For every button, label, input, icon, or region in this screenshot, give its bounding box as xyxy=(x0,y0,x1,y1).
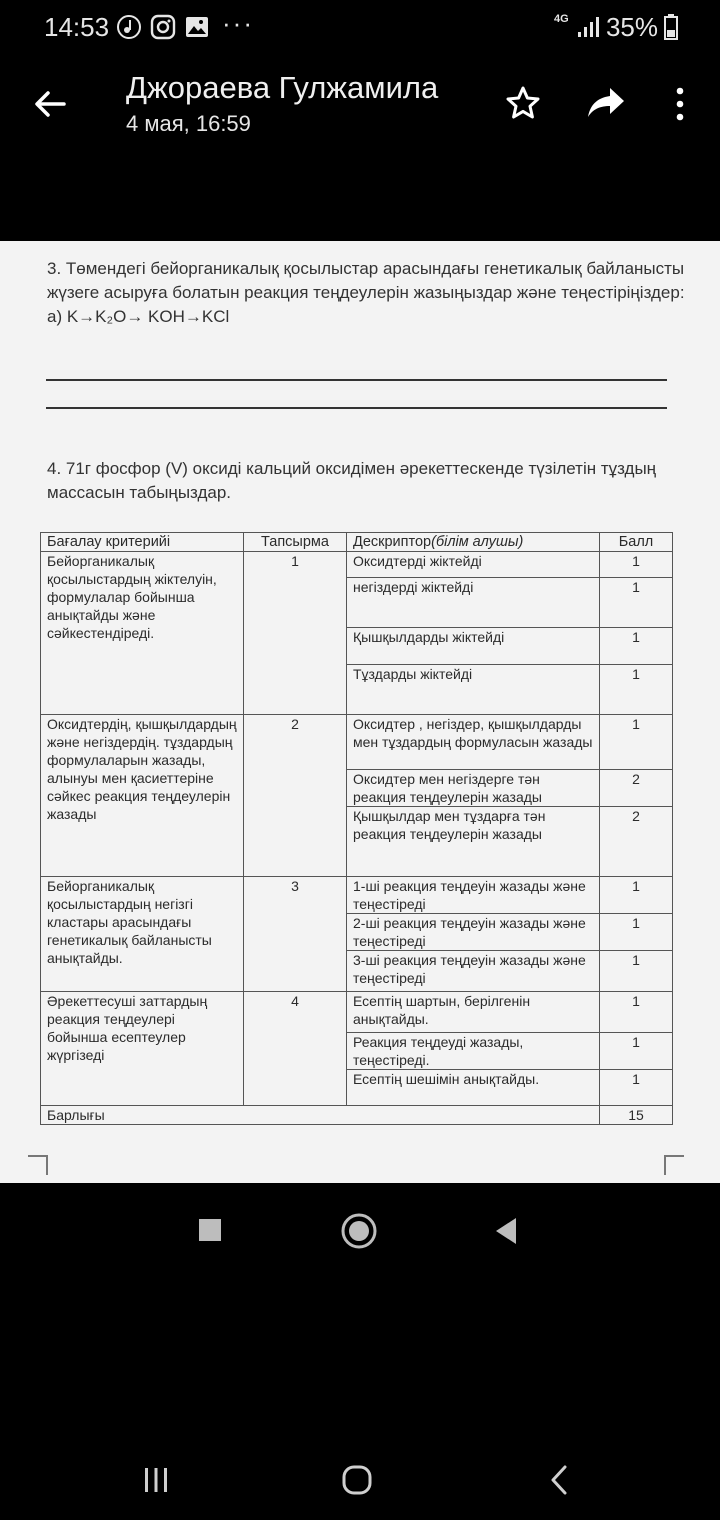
signal-icon xyxy=(576,16,602,38)
descriptor-cell: Есептің шартын, берілгенін анықтайды. xyxy=(347,992,600,1033)
status-time: 14:53 xyxy=(44,12,110,42)
viewer-controls xyxy=(0,1190,720,1280)
home-icon[interactable] xyxy=(341,1465,373,1495)
task-cell: 2 xyxy=(244,715,347,877)
criteria-cell: Әрекеттесуші заттардың реакция теңдеулері бойынша есептеулер жүргізеді xyxy=(41,992,244,1106)
header-criteria: Бағалау критерийі xyxy=(41,533,244,552)
network-type: 4G xyxy=(554,13,569,25)
system-nav-bar xyxy=(0,1440,720,1520)
score-cell: 1 xyxy=(600,877,673,914)
score-cell: 2 xyxy=(600,807,673,877)
descriptor-cell: Оксидтерді жіктейді xyxy=(347,552,600,578)
task-cell: 4 xyxy=(244,992,347,1106)
score-cell: 1 xyxy=(600,914,673,951)
header-task: Тапсырма xyxy=(244,533,347,552)
stop-square-icon[interactable] xyxy=(198,1218,222,1242)
more-vert-icon[interactable] xyxy=(670,86,690,122)
music-icon xyxy=(116,14,142,40)
score-cell: 1 xyxy=(600,665,673,715)
score-cell: 1 xyxy=(600,715,673,770)
score-cell: 1 xyxy=(600,1070,673,1106)
app-bar xyxy=(0,56,720,241)
message-date: 4 мая, 16:59 xyxy=(126,111,251,136)
arrow-left-icon[interactable] xyxy=(30,84,70,124)
status-bar xyxy=(0,0,720,56)
question-3-text: 3. Төмендегі бейорганикалық қосылыстар арасындағы генетикалық байланысты жүзеге асыруға болатын реакция теңдеулерін жазыңыздар және теңестіріңіздер: xyxy=(47,259,685,302)
home-circle-icon[interactable] xyxy=(340,1212,378,1250)
back-triangle-icon[interactable] xyxy=(494,1216,518,1246)
total-label: Барлығы xyxy=(41,1106,600,1125)
descriptor-cell: Тұздарды жіктейді xyxy=(347,665,600,715)
table-row xyxy=(41,715,673,770)
table-header-row xyxy=(41,533,673,552)
score-cell: 2 xyxy=(600,770,673,807)
criteria-cell: Бейорганикалық қосылыстардың негізгі кластары арасындағы генетикалық байланысты анықтайды. xyxy=(41,877,244,992)
crop-corner-left xyxy=(28,1155,48,1175)
descriptor-cell: Есептің шешімін анықтайды. xyxy=(347,1070,600,1106)
descriptor-cell: Оксидтер мен негіздерге тән реакция теңдеулерін жазады xyxy=(347,770,600,807)
back-chevron-icon[interactable] xyxy=(548,1464,570,1496)
share-icon[interactable] xyxy=(586,84,626,122)
more-notifications: ··· xyxy=(222,8,254,38)
question-4-text: 4. 71г фосфор (V) оксиді кальций оксидімен әрекеттескенде түзілетін тұздың массасын табыңыздар. xyxy=(47,459,657,502)
gallery-icon xyxy=(184,14,210,40)
question-3-scheme: а) K→K₂O→ KOH→KCl xyxy=(47,307,230,326)
answer-line xyxy=(46,379,667,381)
battery-level: 35% xyxy=(605,12,658,42)
table-row xyxy=(41,877,673,914)
star-icon[interactable] xyxy=(504,84,542,122)
criteria-cell: Бейорганикалық қосылыстардың жіктелуін, формулалар бойынша анықтайды және сәйкестендіреді. xyxy=(41,552,244,715)
task-cell: 3 xyxy=(244,877,347,992)
crop-corner-right xyxy=(664,1155,684,1175)
table-row xyxy=(41,992,673,1033)
descriptor-cell: Реакция теңдеуді жазады, теңестіреді. xyxy=(347,1033,600,1070)
descriptor-cell: Қышқылдарды жіктейді xyxy=(347,628,600,665)
header-descriptor-note: (білім алушы) xyxy=(431,534,524,550)
descriptor-cell: 2-ші реакция теңдеуін жазады және теңестіреді xyxy=(347,914,600,951)
table-row xyxy=(41,552,673,578)
total-score: 15 xyxy=(600,1106,673,1125)
score-cell: 1 xyxy=(600,951,673,992)
descriptor-cell: 3-ші реакция теңдеуін жазады және теңестіреді xyxy=(347,951,600,992)
total-row xyxy=(41,1106,673,1125)
sender-name: Джораева Гулжамила xyxy=(126,70,439,105)
criteria-cell: Оксидтердің, қышқылдардың және негіздердің. тұздардың формулаларын жазады, алынуы мен қасиеттеріне сәйкес реакция теңдеулерін жазады xyxy=(41,715,244,877)
descriptor-cell: негіздерді жіктейді xyxy=(347,578,600,628)
assessment-table xyxy=(40,532,673,1125)
score-cell: 1 xyxy=(600,628,673,665)
descriptor-cell: 1-ші реакция теңдеуін жазады және теңестіреді xyxy=(347,877,600,914)
score-cell: 1 xyxy=(600,1033,673,1070)
answer-line xyxy=(46,407,667,409)
header-score: Балл xyxy=(600,533,673,552)
score-cell: 1 xyxy=(600,992,673,1033)
document-page xyxy=(0,241,720,1183)
question-3 xyxy=(47,257,687,329)
header-descriptor xyxy=(347,533,600,552)
score-cell: 1 xyxy=(600,552,673,578)
descriptor-cell: Оксидтер , негіздер, қышқылдарды мен тұздардың формуласын жазады xyxy=(347,715,600,770)
battery-icon xyxy=(664,14,678,40)
instagram-icon xyxy=(150,14,176,40)
task-cell: 1 xyxy=(244,552,347,715)
descriptor-cell: Қышқылдар мен тұздарға тән реакция теңдеулерін жазады xyxy=(347,807,600,877)
recents-icon[interactable] xyxy=(142,1466,170,1494)
score-cell: 1 xyxy=(600,578,673,628)
header-descriptor-label: Дескриптор xyxy=(353,534,432,550)
